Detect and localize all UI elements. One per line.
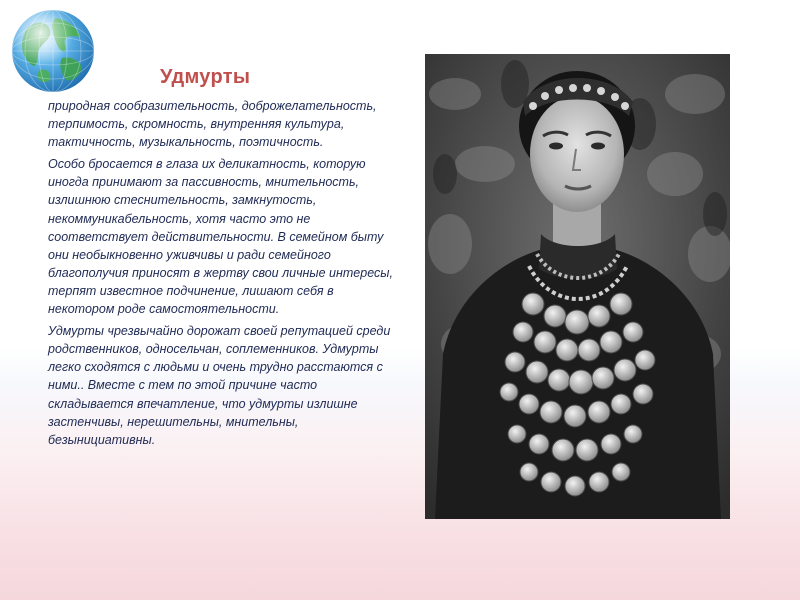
paragraph-delicacy: Особо бросается в глаза их деликатность, которую иногда принимают за пассивность, мнительность, излишнюю стеснительность, замкнутость, некоммуникабельность, хотя часто это не соответствует действительности. В семейном быту они необыкновенно уживчивы и ради семейного благополучия приносят в жертву свои личные интересы, терпят известное подчинение, лишают себя в некотором роде самостоятельности.	[48, 157, 393, 317]
portrait-photo	[425, 54, 730, 519]
paragraph-traits: природная сообразительность, доброжелательность, терпимость, скромность, внутренняя культура, тактичность, музыкальность, поэтичность.	[48, 99, 377, 150]
description-text	[48, 97, 398, 453]
globe-icon	[10, 8, 96, 94]
paragraph-reputation: Удмурты чрезвычайно дорожат своей репутацией среди родственников, односельчан, соплеменников. Удмурты легко сходятся с людьми и очень трудно расстаются с ними.. Вместе с тем по этой причине часто складывается впечатление, что удмурты излишне застенчивы, нерешительны, мнительны, безынициативны.	[48, 324, 391, 447]
slide-title: Удмурты	[160, 66, 251, 88]
